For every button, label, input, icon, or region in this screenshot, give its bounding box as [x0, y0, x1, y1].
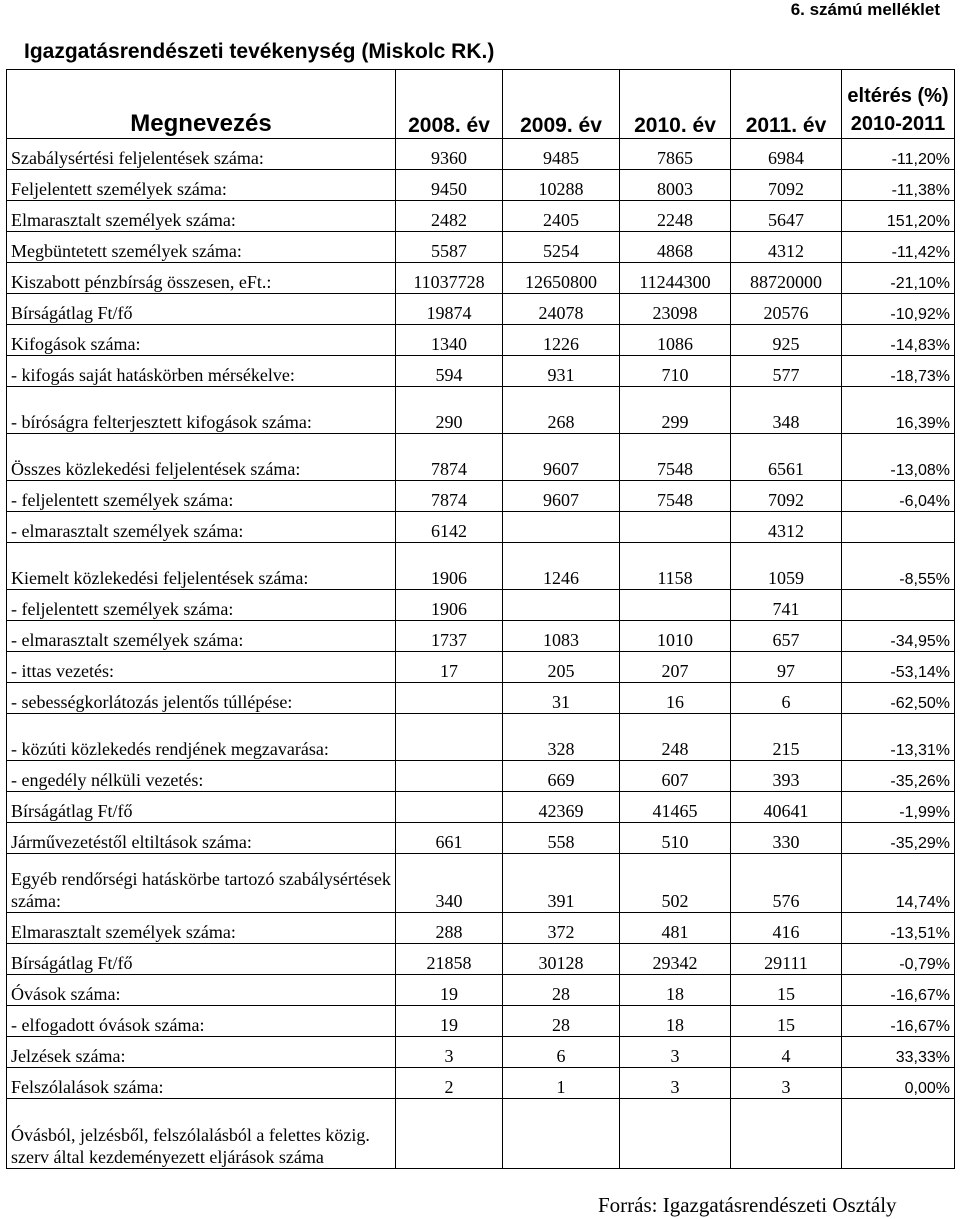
row-label: - engedély nélküli vezetés:	[7, 761, 396, 792]
table-row	[7, 434, 955, 481]
cell-2009: 558	[503, 823, 620, 854]
row-label: Felszólalások száma:	[7, 1068, 396, 1099]
cell-2010: 1158	[620, 543, 731, 590]
cell-2010: 23098	[620, 294, 731, 325]
table-body	[7, 139, 955, 1169]
header-2011: 2011. év	[731, 70, 842, 139]
cell-2011: 741	[731, 590, 842, 621]
cell-2011: 88720000	[731, 263, 842, 294]
source-note: Forrás: Igazgatásrendészeti Osztály	[598, 1193, 897, 1217]
cell-2011: 40641	[731, 792, 842, 823]
cell-2011: 925	[731, 325, 842, 356]
document-title: Igazgatásrendészeti tevékenység (Miskolc RK.)	[24, 40, 495, 63]
cell-2008: 340	[396, 854, 503, 913]
cell-2008: 2	[396, 1068, 503, 1099]
table-row	[7, 621, 955, 652]
cell-2009: 1246	[503, 543, 620, 590]
row-label: Bírságátlag Ft/fő	[7, 792, 396, 823]
row-label: Kiemelt közlekedési feljelentések száma:	[7, 543, 396, 590]
table-row	[7, 714, 955, 761]
cell-2009: 30128	[503, 944, 620, 975]
cell-2008	[396, 792, 503, 823]
row-label: Kiszabott pénzbírság összesen, eFt.:	[7, 263, 396, 294]
cell-2010: 29342	[620, 944, 731, 975]
statistics-table	[6, 69, 955, 1169]
cell-2011: 4312	[731, 512, 842, 543]
cell-2008: 3	[396, 1037, 503, 1068]
cell-2010: 11244300	[620, 263, 731, 294]
cell-2011: 5647	[731, 201, 842, 232]
cell-2008: 290	[396, 387, 503, 434]
row-label: Óvásból, jelzésből, felszólalásból a felettes közig. szerv által kezdeményezett eljárások száma	[7, 1099, 396, 1169]
row-label: Szabálysértési feljelentések száma:	[7, 139, 396, 170]
cell-2011: 215	[731, 714, 842, 761]
header-difference-range: 2010-2011	[850, 113, 946, 135]
header-difference	[842, 70, 955, 139]
cell-2010: 607	[620, 761, 731, 792]
cell-2009: 205	[503, 652, 620, 683]
table-row	[7, 652, 955, 683]
cell-2010: 16	[620, 683, 731, 714]
cell-2008: 661	[396, 823, 503, 854]
row-label: - sebességkorlátozás jelentős túllépése:	[7, 683, 396, 714]
table-row	[7, 792, 955, 823]
cell-difference	[842, 1099, 955, 1169]
cell-2009: 2405	[503, 201, 620, 232]
row-label: Bírságátlag Ft/fő	[7, 294, 396, 325]
header-name: Megnevezés	[7, 70, 396, 139]
cell-2011: 576	[731, 854, 842, 913]
cell-2008: 17	[396, 652, 503, 683]
cell-2011: 3	[731, 1068, 842, 1099]
cell-2009: 12650800	[503, 263, 620, 294]
cell-2008: 1906	[396, 590, 503, 621]
cell-2009: 268	[503, 387, 620, 434]
cell-2009: 10288	[503, 170, 620, 201]
cell-difference: -16,67%	[842, 975, 955, 1006]
cell-2011: 1059	[731, 543, 842, 590]
cell-2009	[503, 512, 620, 543]
table-row	[7, 356, 955, 387]
table-row	[7, 481, 955, 512]
cell-difference: -16,67%	[842, 1006, 955, 1037]
table-row	[7, 683, 955, 714]
cell-2010: 7548	[620, 481, 731, 512]
cell-2010: 18	[620, 975, 731, 1006]
cell-2010: 18	[620, 1006, 731, 1037]
row-label: Megbüntetett személyek száma:	[7, 232, 396, 263]
cell-2010: 248	[620, 714, 731, 761]
cell-2009: 24078	[503, 294, 620, 325]
cell-2009: 328	[503, 714, 620, 761]
table-row	[7, 1006, 955, 1037]
row-label: - közúti közlekedés rendjének megzavarása:	[7, 714, 396, 761]
cell-difference: -11,20%	[842, 139, 955, 170]
cell-2009: 372	[503, 913, 620, 944]
cell-2009: 9607	[503, 481, 620, 512]
row-label: Elmarasztalt személyek száma:	[7, 913, 396, 944]
cell-2008: 9360	[396, 139, 503, 170]
cell-difference	[842, 512, 955, 543]
cell-2011: 416	[731, 913, 842, 944]
cell-2010: 41465	[620, 792, 731, 823]
cell-2008: 594	[396, 356, 503, 387]
cell-2011	[731, 1099, 842, 1169]
row-label: - elmarasztalt személyek száma:	[7, 512, 396, 543]
cell-2009: 31	[503, 683, 620, 714]
cell-2011: 348	[731, 387, 842, 434]
cell-2008: 19874	[396, 294, 503, 325]
cell-difference: -14,83%	[842, 325, 955, 356]
table-row	[7, 1037, 955, 1068]
cell-2010: 510	[620, 823, 731, 854]
cell-2011: 20576	[731, 294, 842, 325]
cell-2008: 7874	[396, 434, 503, 481]
cell-2011: 4312	[731, 232, 842, 263]
cell-2011: 6561	[731, 434, 842, 481]
table-row	[7, 139, 955, 170]
cell-difference: -13,51%	[842, 913, 955, 944]
cell-2010: 3	[620, 1068, 731, 1099]
header-difference-label: eltérés (%)	[847, 85, 949, 107]
cell-2009: 391	[503, 854, 620, 913]
cell-2009: 931	[503, 356, 620, 387]
cell-difference: -6,04%	[842, 481, 955, 512]
cell-difference: -62,50%	[842, 683, 955, 714]
cell-2011: 657	[731, 621, 842, 652]
cell-difference: 14,74%	[842, 854, 955, 913]
cell-2010: 1086	[620, 325, 731, 356]
cell-2010: 207	[620, 652, 731, 683]
cell-2011: 577	[731, 356, 842, 387]
table-row	[7, 823, 955, 854]
cell-2009: 42369	[503, 792, 620, 823]
cell-difference: -11,38%	[842, 170, 955, 201]
cell-2009: 669	[503, 761, 620, 792]
cell-difference: -35,29%	[842, 823, 955, 854]
cell-2009: 6	[503, 1037, 620, 1068]
cell-difference: -53,14%	[842, 652, 955, 683]
table-row	[7, 975, 955, 1006]
header-2010: 2010. év	[620, 70, 731, 139]
cell-difference: -8,55%	[842, 543, 955, 590]
cell-2008: 9450	[396, 170, 503, 201]
cell-2009: 1226	[503, 325, 620, 356]
cell-2008: 5587	[396, 232, 503, 263]
row-label: - elfogadott óvások száma:	[7, 1006, 396, 1037]
cell-2008: 2482	[396, 201, 503, 232]
cell-difference: -13,08%	[842, 434, 955, 481]
cell-2008	[396, 714, 503, 761]
table-row	[7, 170, 955, 201]
cell-difference: 151,20%	[842, 201, 955, 232]
row-label: - feljelentett személyek száma:	[7, 481, 396, 512]
cell-2008	[396, 1099, 503, 1169]
row-label: - ittas vezetés:	[7, 652, 396, 683]
cell-difference: -34,95%	[842, 621, 955, 652]
table-row	[7, 294, 955, 325]
table-row	[7, 263, 955, 294]
cell-2008: 7874	[396, 481, 503, 512]
cell-difference: -0,79%	[842, 944, 955, 975]
row-label: Óvások száma:	[7, 975, 396, 1006]
cell-2010: 7548	[620, 434, 731, 481]
cell-2009: 28	[503, 975, 620, 1006]
table-row	[7, 387, 955, 434]
cell-2010	[620, 512, 731, 543]
cell-2008: 1340	[396, 325, 503, 356]
cell-difference: 33,33%	[842, 1037, 955, 1068]
cell-difference: -35,26%	[842, 761, 955, 792]
cell-difference: -1,99%	[842, 792, 955, 823]
cell-2011: 6984	[731, 139, 842, 170]
row-label: Kifogások száma:	[7, 325, 396, 356]
row-label: Feljelentett személyek száma:	[7, 170, 396, 201]
cell-2011: 6	[731, 683, 842, 714]
cell-difference: -11,42%	[842, 232, 955, 263]
header-2008: 2008. év	[396, 70, 503, 139]
table-row	[7, 944, 955, 975]
row-label: - kifogás saját hatáskörben mérsékelve:	[7, 356, 396, 387]
cell-2008	[396, 761, 503, 792]
header-row	[7, 70, 955, 139]
cell-2010: 1010	[620, 621, 731, 652]
cell-2010: 481	[620, 913, 731, 944]
cell-2009: 9485	[503, 139, 620, 170]
cell-2010: 8003	[620, 170, 731, 201]
row-label: Bírságátlag Ft/fő	[7, 944, 396, 975]
cell-2011: 7092	[731, 170, 842, 201]
cell-2010: 710	[620, 356, 731, 387]
row-label: - bíróságra felterjesztett kifogások száma:	[7, 387, 396, 434]
table-row	[7, 913, 955, 944]
cell-2011: 15	[731, 975, 842, 1006]
table-row	[7, 201, 955, 232]
cell-2008: 21858	[396, 944, 503, 975]
cell-2008: 288	[396, 913, 503, 944]
cell-2010: 4868	[620, 232, 731, 263]
row-label: Járművezetéstől eltiltások száma:	[7, 823, 396, 854]
row-label: - feljelentett személyek száma:	[7, 590, 396, 621]
cell-difference: -10,92%	[842, 294, 955, 325]
row-label: Összes közlekedési feljelentések száma:	[7, 434, 396, 481]
cell-2009: 1083	[503, 621, 620, 652]
cell-2008: 11037728	[396, 263, 503, 294]
cell-2008: 6142	[396, 512, 503, 543]
annex-label: 6. számú melléklet	[790, 0, 940, 19]
table-row	[7, 761, 955, 792]
cell-difference: -13,31%	[842, 714, 955, 761]
cell-2008: 19	[396, 975, 503, 1006]
cell-2010: 2248	[620, 201, 731, 232]
header-2009: 2009. év	[503, 70, 620, 139]
cell-2011: 4	[731, 1037, 842, 1068]
cell-2009: 1	[503, 1068, 620, 1099]
row-label: Elmarasztalt személyek száma:	[7, 201, 396, 232]
row-label: Jelzések száma:	[7, 1037, 396, 1068]
cell-2008	[396, 683, 503, 714]
cell-2008: 19	[396, 1006, 503, 1037]
cell-2010: 7865	[620, 139, 731, 170]
table-row	[7, 543, 955, 590]
cell-2010: 502	[620, 854, 731, 913]
cell-2010: 299	[620, 387, 731, 434]
table-row	[7, 590, 955, 621]
cell-2009	[503, 1099, 620, 1169]
cell-difference: 0,00%	[842, 1068, 955, 1099]
cell-2010	[620, 1099, 731, 1169]
cell-2009: 5254	[503, 232, 620, 263]
row-label: Egyéb rendőrségi hatáskörbe tartozó szabálysértések száma:	[7, 854, 396, 913]
cell-2009: 28	[503, 1006, 620, 1037]
cell-2008: 1737	[396, 621, 503, 652]
cell-difference	[842, 590, 955, 621]
row-label: - elmarasztalt személyek száma:	[7, 621, 396, 652]
cell-difference: -18,73%	[842, 356, 955, 387]
table-row	[7, 1068, 955, 1099]
table-row	[7, 325, 955, 356]
cell-difference: -21,10%	[842, 263, 955, 294]
table-row	[7, 854, 955, 913]
table-row	[7, 232, 955, 263]
cell-2010	[620, 590, 731, 621]
table-row	[7, 512, 955, 543]
cell-2009: 9607	[503, 434, 620, 481]
cell-2010: 3	[620, 1037, 731, 1068]
table-row	[7, 1099, 955, 1169]
cell-2011: 393	[731, 761, 842, 792]
cell-2008: 1906	[396, 543, 503, 590]
cell-2011: 7092	[731, 481, 842, 512]
cell-2011: 330	[731, 823, 842, 854]
cell-2011: 29111	[731, 944, 842, 975]
cell-2011: 97	[731, 652, 842, 683]
cell-2009	[503, 590, 620, 621]
cell-difference: 16,39%	[842, 387, 955, 434]
cell-2011: 15	[731, 1006, 842, 1037]
